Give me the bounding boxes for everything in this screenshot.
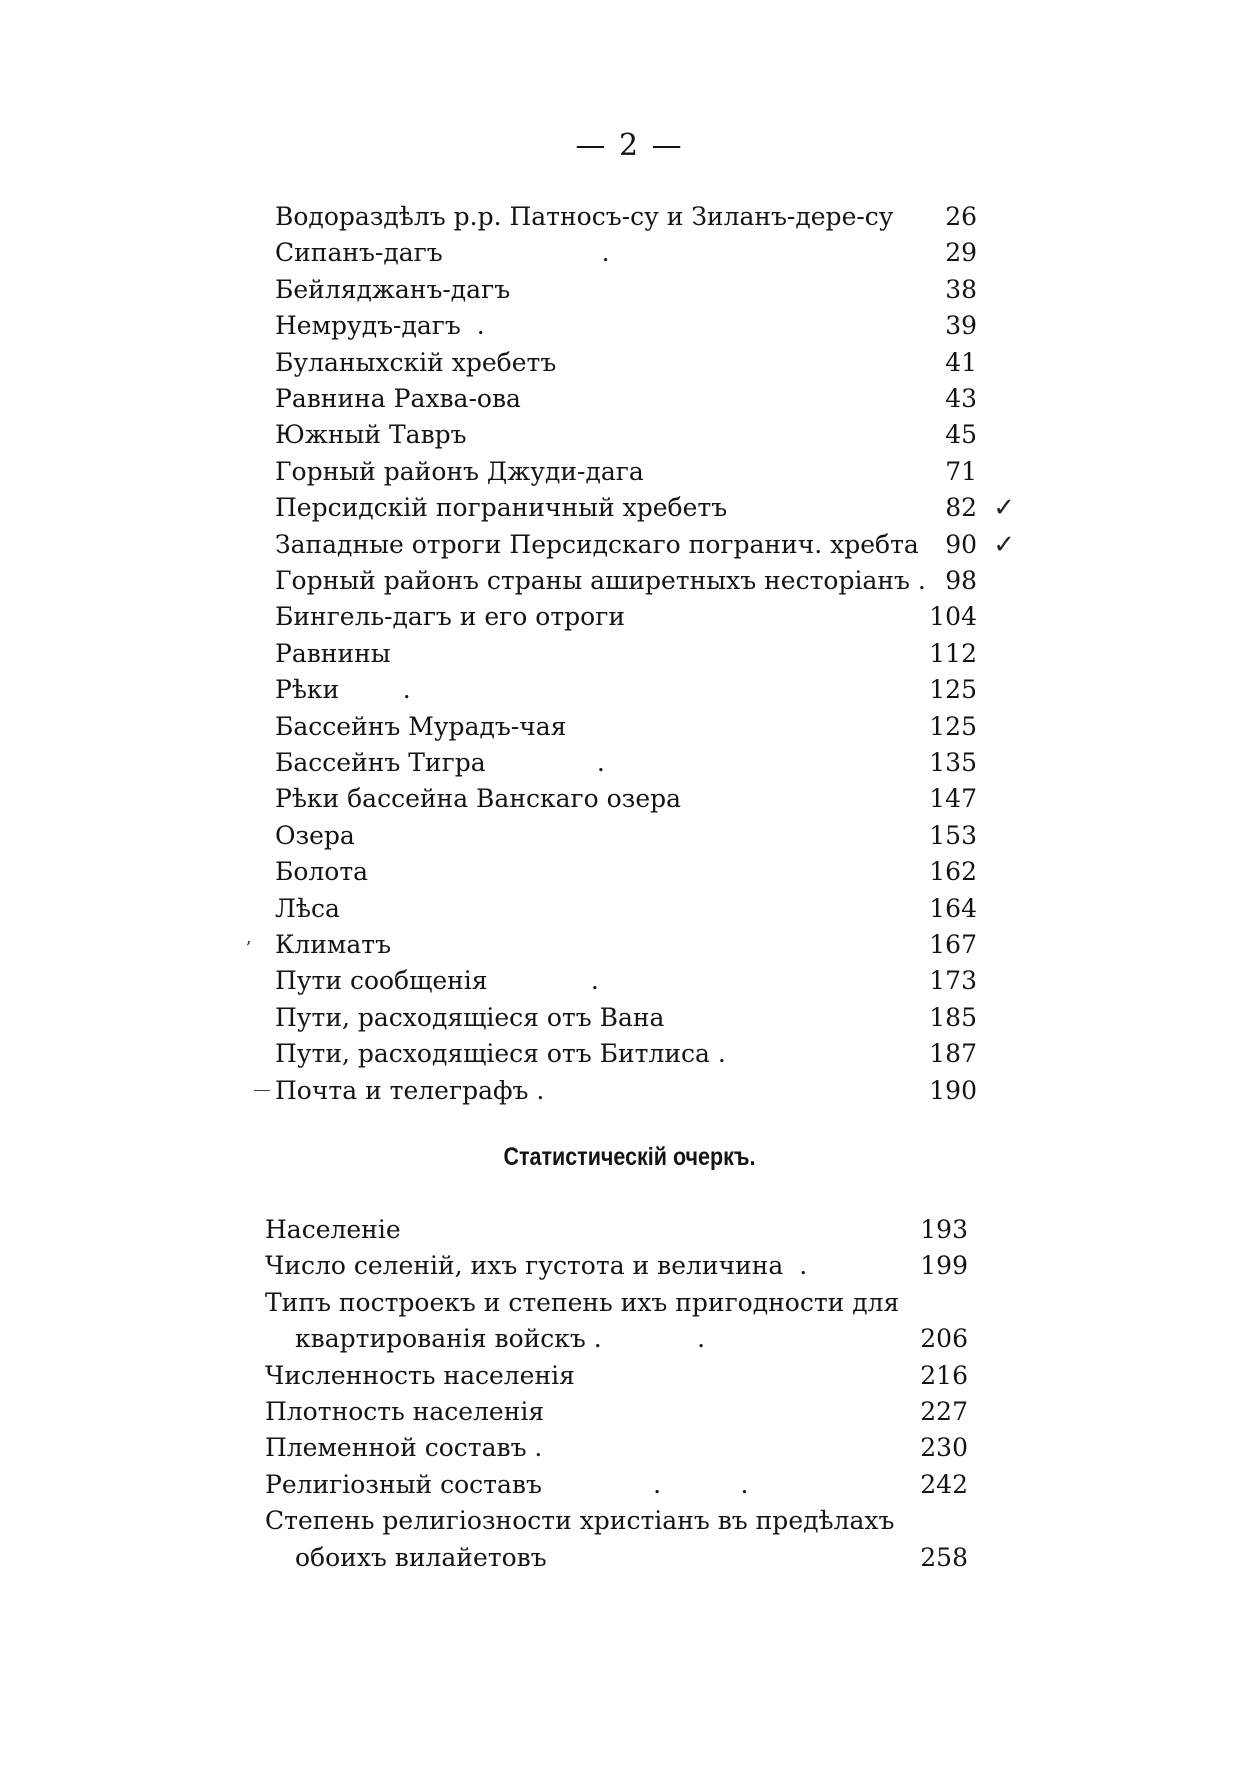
toc-entry-page: 164 (929, 893, 977, 923)
toc-entry (275, 636, 977, 672)
toc-entry-page: 41 (945, 347, 977, 377)
toc-entry (275, 927, 977, 963)
toc-entry-page: 39 (945, 311, 977, 341)
toc-entry-page: 147 (929, 784, 977, 814)
toc-entry-page: 153 (929, 820, 977, 850)
stray-mark-2 (254, 1090, 270, 1091)
toc-entry-page: 135 (929, 748, 977, 777)
toc-entry (265, 1394, 968, 1430)
toc-entry-title: Южный Тавръ (275, 420, 467, 450)
toc-entry-title: Западные отроги Персидскаго погранич. хребта (275, 529, 919, 559)
toc-entry-title: Равнины (275, 638, 391, 668)
stray-mark-1: ʼ (245, 938, 251, 959)
toc-entry-title: Типъ построекъ и степень ихъ пригодности для (265, 1287, 900, 1317)
toc-entry-title: Горный районъ страны аширетныхъ несторіанъ . (275, 566, 926, 595)
toc-entry (295, 1540, 968, 1576)
toc-entry (275, 454, 977, 490)
toc-entry-title: Пути, расходящіеся отъ Вана (275, 1002, 665, 1032)
toc-entry-title: Рѣки бассейна Ванскаго озера (275, 784, 682, 814)
toc-entry-page: 43 (945, 384, 977, 413)
toc-entry (265, 1212, 968, 1248)
toc-entry-title: Немрудъ-дагъ . (275, 311, 485, 341)
toc-entry-title: Религіозный составъ . . (265, 1469, 749, 1499)
toc-entry-page: 45 (945, 420, 977, 450)
toc-entry (295, 1321, 968, 1357)
toc-entry-page: 199 (920, 1251, 968, 1281)
toc-entry (275, 345, 977, 381)
page-number: — 2 — (575, 128, 684, 163)
toc-entry-page: 125 (929, 711, 977, 741)
toc-entry-page: 26 (945, 202, 977, 231)
toc-entry (265, 1248, 968, 1284)
toc-entry-title: Горный районъ Джуди-дага (275, 456, 644, 486)
toc-entry (275, 308, 977, 344)
toc-entry (275, 891, 977, 927)
toc-entry-page: 258 (920, 1542, 968, 1572)
section-heading: Статистическій очеркъ. (503, 1143, 756, 1171)
toc-entry-title: Персидскій пограничный хребетъ (275, 493, 728, 523)
toc-entry (275, 563, 977, 599)
toc-entry-title: Пути, расходящіеся отъ Битлиса . (275, 1039, 726, 1069)
toc-entry (275, 199, 977, 235)
toc-entry-title: Лѣса (275, 893, 340, 923)
toc-entry-title: Рѣки . (275, 675, 411, 705)
toc-entry-title: Почта и телеграфъ . (275, 1075, 545, 1105)
toc-entry-page: 90 (945, 529, 977, 559)
toc-entry-title: Равнина Рахва-ова (275, 384, 521, 413)
toc-entry-title: Бейляджанъ-дагъ (275, 274, 511, 304)
toc-entry (275, 781, 977, 817)
toc-entry (275, 1000, 977, 1036)
toc-entry-title: Пути сообщенія . (275, 966, 599, 996)
toc-entry-page: 98 (945, 566, 977, 595)
toc-entry (265, 1430, 968, 1466)
toc-entry (275, 417, 977, 453)
toc-entry-title: Бассейнъ Мурадъ-чая (275, 711, 567, 741)
toc-entry-title: Климатъ (275, 930, 391, 959)
toc-entry-page: 38 (945, 274, 977, 304)
toc-entry-title: Населеніе (265, 1215, 401, 1244)
toc-entry (275, 854, 977, 890)
toc-entry (275, 672, 977, 708)
toc-entry (275, 963, 977, 999)
toc-entry (275, 272, 977, 308)
toc-entry-page: 185 (929, 1002, 977, 1032)
toc-entry (275, 709, 977, 745)
toc-entry (265, 1467, 968, 1503)
toc-entry-title: Плотность населенія (265, 1397, 545, 1426)
toc-entry (275, 1073, 977, 1109)
toc-entry (275, 818, 977, 854)
toc-entry-page: 104 (929, 602, 977, 632)
toc-entry-page: 112 (929, 638, 977, 668)
toc-entry (265, 1503, 968, 1539)
toc-entry-title: Число селеній, ихъ густота и величина . (265, 1251, 808, 1281)
toc-entry-page: 230 (920, 1433, 968, 1463)
toc-entry-page: 71 (945, 456, 977, 486)
toc-entry-title: квартированія войскъ . . (295, 1324, 706, 1354)
toc-entry-page: 82 (945, 493, 977, 523)
toc-entry-page: 190 (929, 1075, 977, 1105)
toc-entry (275, 599, 977, 635)
toc-entry (275, 745, 977, 781)
toc-entry-title: Бингель-дагъ и его отроги (275, 602, 625, 632)
toc-entry-title: Племенной составъ . (265, 1433, 543, 1463)
toc-entry (265, 1358, 968, 1394)
toc-entry-page: 29 (945, 238, 977, 268)
toc-entry (265, 1285, 968, 1321)
toc-entry-title: Водораздѣлъ р.р. Патносъ-су и Зиланъ-дере-су (275, 202, 894, 231)
toc-entry-title: Степень религіозности христіанъ въ предѣлахъ (265, 1506, 895, 1536)
toc-entry-page: 162 (929, 857, 977, 887)
toc-entry-title: Болота (275, 857, 369, 887)
toc-entry-title: обоихъ вилайетовъ (295, 1542, 547, 1572)
toc-entry (275, 527, 1015, 563)
toc-entry-title: Буланыхскій хребетъ (275, 347, 557, 377)
toc-entry (275, 1036, 977, 1072)
toc-entry-page: 216 (920, 1360, 968, 1390)
check-mark-icon: ✓ (993, 529, 1015, 560)
toc-entry-title: Численность населенія (265, 1360, 575, 1390)
toc-entry (275, 381, 977, 417)
toc-entry-title: Озера (275, 820, 355, 850)
toc-entry-page: 173 (929, 966, 977, 996)
toc-entry-page: 227 (920, 1397, 968, 1426)
toc-entry-page: 187 (929, 1039, 977, 1069)
toc-entry-page: 193 (920, 1215, 968, 1244)
toc-entry-title: Сипанъ-дагъ . (275, 238, 610, 268)
toc-entry-page: 206 (920, 1324, 968, 1354)
toc-entry-title: Бассейнъ Тигра . (275, 748, 605, 777)
check-mark-icon: ✓ (993, 493, 1015, 524)
toc-entry-page: 125 (929, 675, 977, 705)
toc-entry-page: 242 (920, 1469, 968, 1499)
toc-entry (275, 490, 1015, 526)
toc-entry (275, 235, 977, 271)
toc-entry-page: 167 (929, 930, 977, 959)
